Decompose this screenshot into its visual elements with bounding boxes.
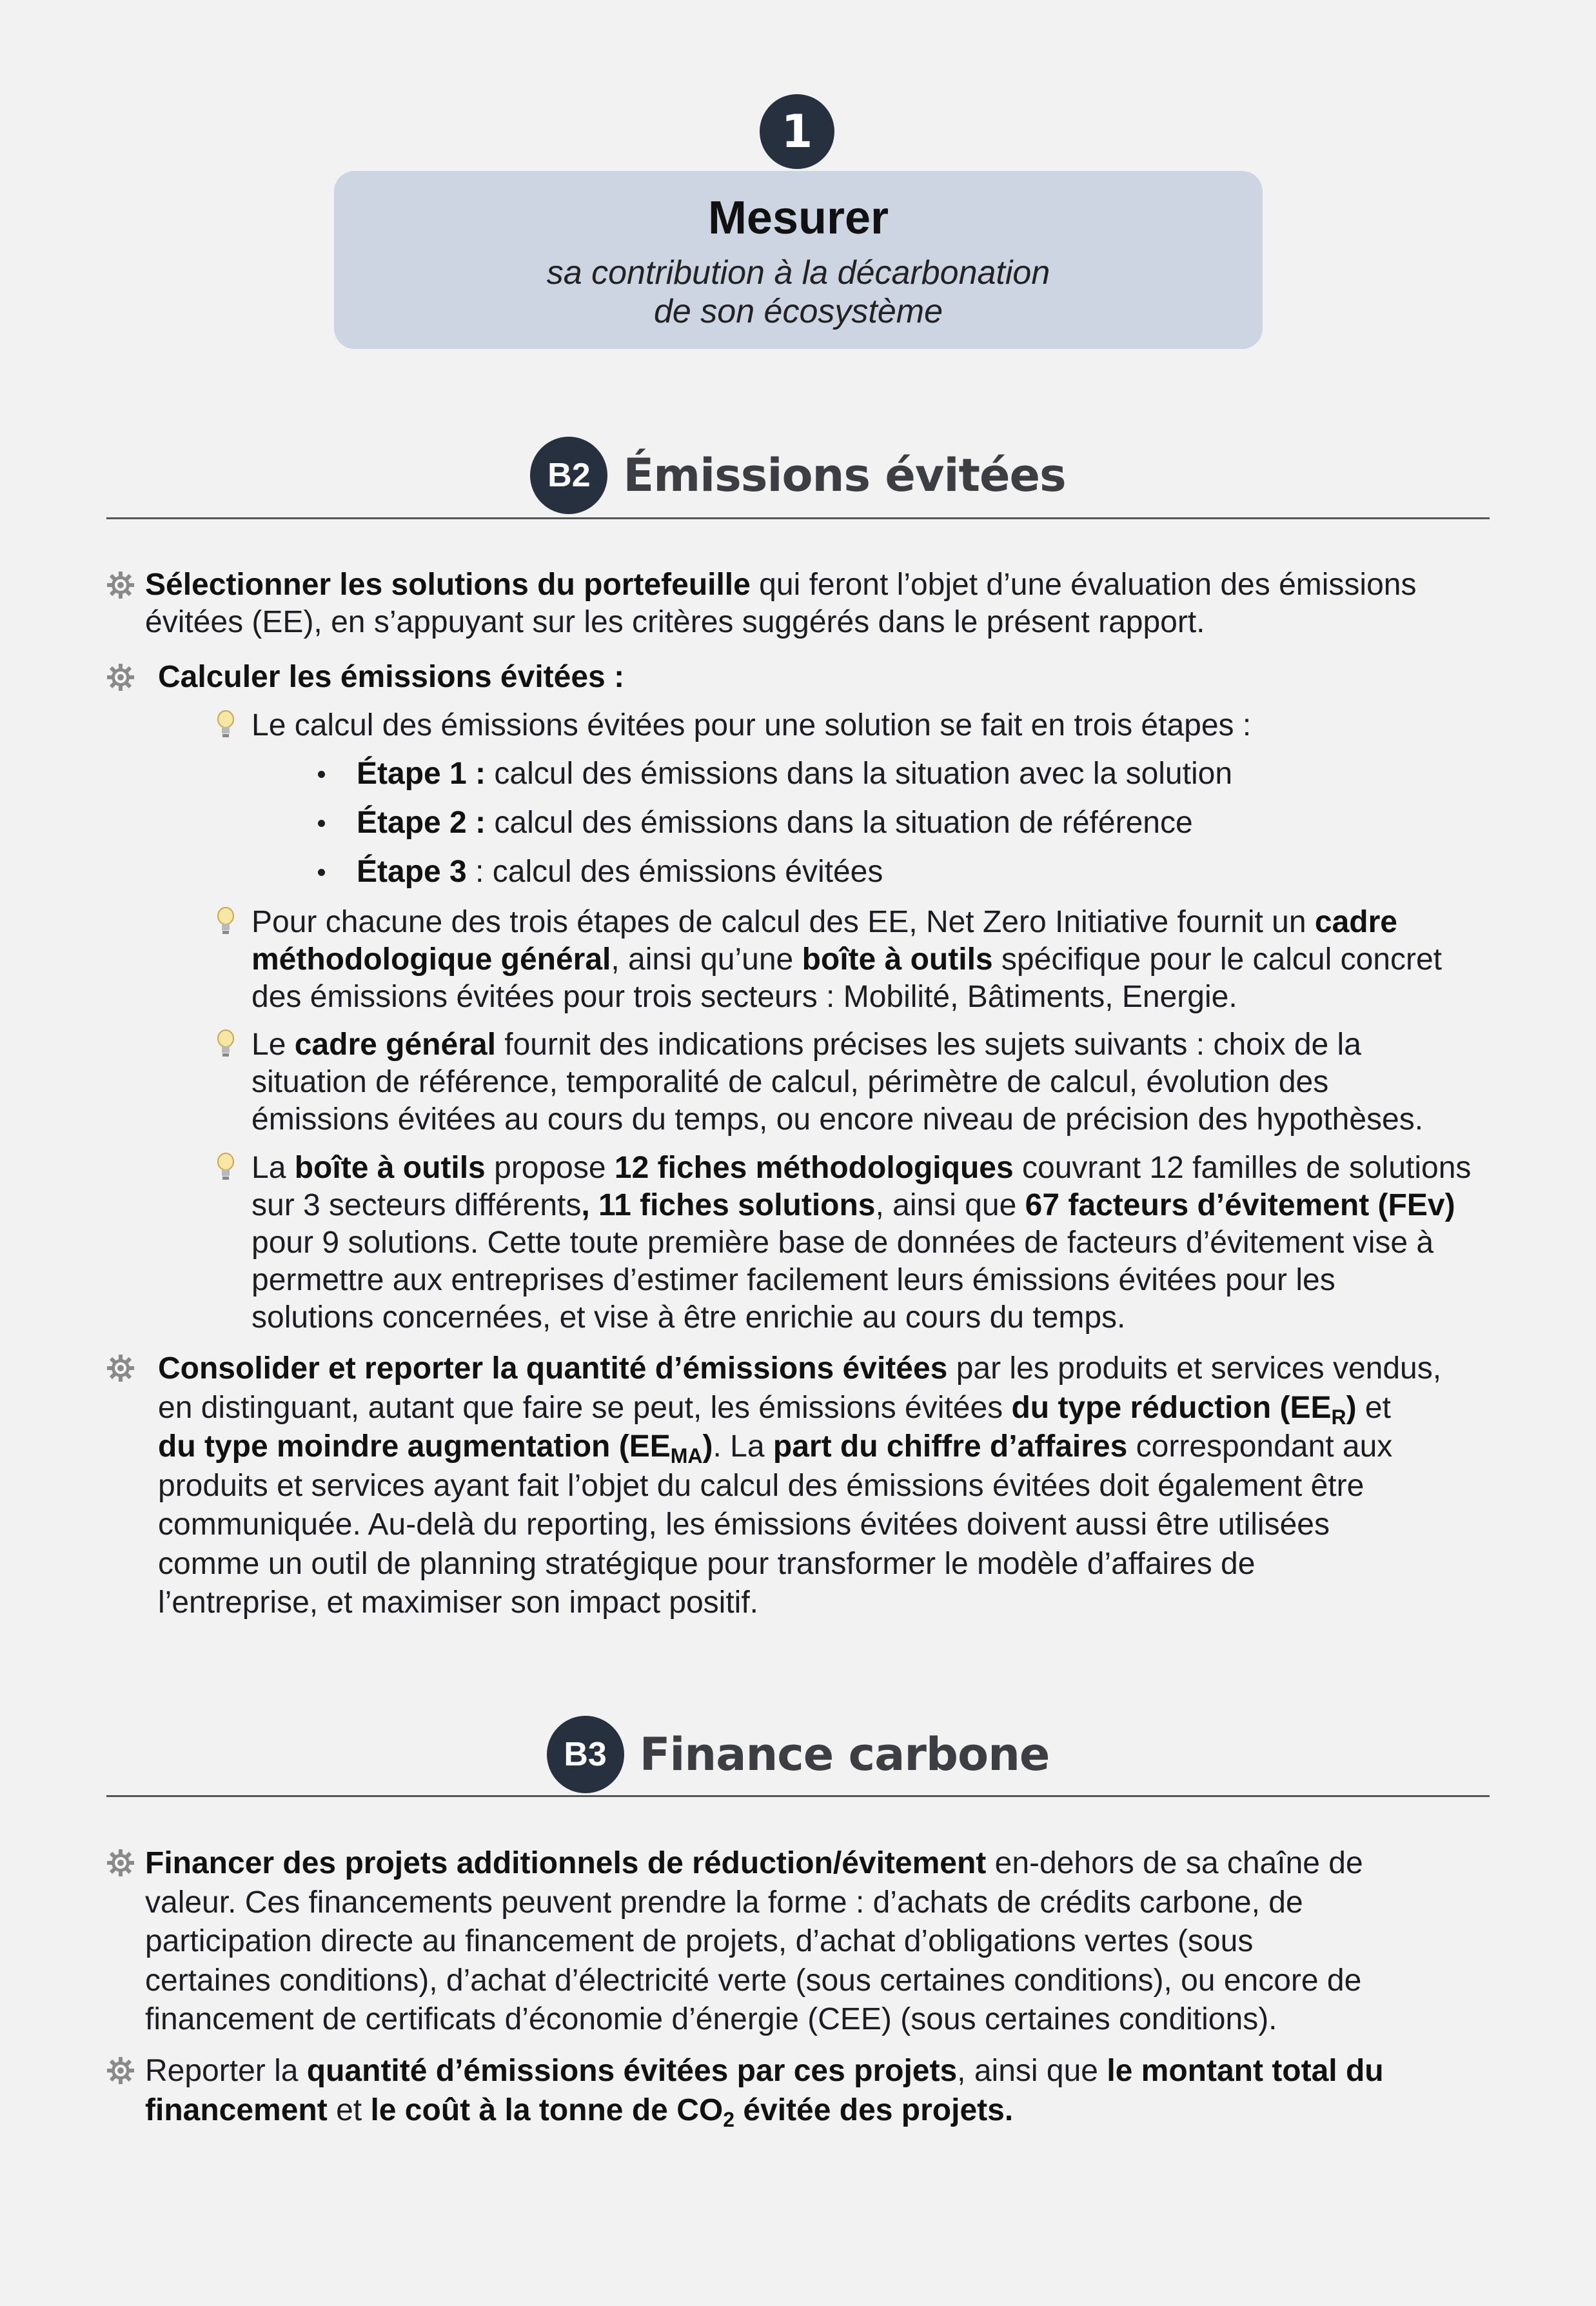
bold <box>158 1429 713 1467</box>
bold: boîte à outils <box>802 942 993 977</box>
step-2-text: calcul des émissions dans la situation de référence <box>486 806 1193 840</box>
text: produits et services ayant fait l’objet du calcul des émissions évitées doit également être <box>158 1468 1364 1503</box>
gear-icon <box>105 1847 136 1878</box>
bold: part du chiffre d’affaires <box>773 1429 1128 1464</box>
text: valeur. Ces financements peuvent prendre la forme : d’achats de crédits carbone, de <box>145 1885 1303 1920</box>
text: ) <box>1346 1390 1357 1425</box>
gear-icon <box>105 1353 136 1384</box>
b2-step-1 <box>357 755 1232 793</box>
bold: boîte à outils <box>294 1151 486 1185</box>
step-bullet <box>318 820 325 827</box>
step-3-label: Étape 3 <box>357 855 467 889</box>
text: en distinguant, autant que faire se peut, les émissions évitées <box>158 1390 1012 1425</box>
step-number: 1 <box>781 105 813 158</box>
text: communiquée. Au-delà du reporting, les émissions évitées doivent aussi être utilisées <box>158 1507 1330 1542</box>
step-bullet <box>318 771 325 778</box>
text: couvrant 12 familles de solutions <box>1013 1151 1472 1185</box>
text: des émissions évitées pour trois secteurs : Mobilité, Bâtiments, Energie. <box>251 980 1237 1014</box>
section-b2-divider <box>106 517 1490 519</box>
text: solutions concernées, et vise à être enrichie au cours du temps. <box>251 1300 1126 1335</box>
gear-icon <box>105 662 136 693</box>
b2-item-calc-bold: Calculer les émissions évitées : <box>158 660 625 694</box>
step-1-label: Étape 1 : <box>357 757 486 791</box>
bold: cadre général <box>294 1028 496 1062</box>
b2-item-consolidate <box>158 1349 1441 1623</box>
section-b3-heading <box>0 1716 1596 1793</box>
step-3-text: : calcul des émissions évitées <box>466 855 883 889</box>
text: du type moindre augmentation (EE <box>158 1429 671 1464</box>
section-b3-title: Finance carbone <box>639 1728 1050 1781</box>
lightbulb-icon <box>215 1029 237 1059</box>
text: , ainsi que <box>957 2054 1107 2088</box>
bold: le montant total du <box>1107 2054 1384 2088</box>
section-b3-badge: B3 <box>547 1716 624 1793</box>
text: émissions évitées au cours du temps, ou encore niveau de précision des hypothèses. <box>251 1102 1424 1137</box>
bold: 67 facteurs d’évitement (FEv) <box>1025 1188 1455 1222</box>
text: certaines conditions), d’achat d’électricité verte (sous certaines conditions), ou encore de <box>145 1963 1362 1998</box>
b2-item-select-line2: évitées (EE), en s’appuyant sur les critères suggérés dans le présent rapport. <box>145 605 1205 639</box>
section-b2-badge: B2 <box>530 437 607 514</box>
bold <box>370 2092 1014 2131</box>
lightbulb-icon <box>215 906 237 936</box>
lightbulb-icon <box>215 1152 237 1182</box>
text: comme un outil de planning stratégique pour transformer le modèle d’affaires de <box>158 1546 1256 1581</box>
subscript: R <box>1331 1405 1346 1429</box>
text: Reporter la <box>145 2054 307 2088</box>
text: La <box>251 1151 295 1185</box>
bold: Financer des projets additionnels de réduction/évitement <box>145 1846 987 1880</box>
bold: Consolider et reporter la quantité d’émissions évitées <box>158 1351 948 1386</box>
text: en-dehors de sa chaîne de <box>986 1846 1363 1880</box>
text: l’entreprise, et maximiser son impact positif. <box>158 1585 758 1620</box>
step-2-label: Étape 2 : <box>357 806 486 840</box>
text: évitée des projets. <box>734 2092 1014 2127</box>
text: ) <box>702 1429 713 1464</box>
section-b2-heading <box>0 437 1596 514</box>
bold: quantité d’émissions évitées par ces projets <box>306 2054 958 2088</box>
text: et <box>1356 1390 1391 1425</box>
b2-item-select-text: qui feront l’objet d’une évaluation des émissions <box>750 568 1417 602</box>
header-box <box>334 171 1263 349</box>
header-title: Mesurer <box>707 192 889 244</box>
lightbulb-icon <box>215 710 237 739</box>
bold: 12 fiches méthodologiques <box>614 1151 1014 1185</box>
text: propose <box>485 1151 615 1185</box>
section-b2-title: Émissions évitées <box>623 449 1066 502</box>
text: par les produits et services vendus, <box>947 1351 1442 1386</box>
b2-item-calc <box>158 659 624 696</box>
b2-item-select-bold: Sélectionner les solutions du portefeuille <box>145 568 751 602</box>
b2-item-select <box>145 566 1416 641</box>
bold: , 11 fiches solutions <box>581 1188 876 1222</box>
bold: financement <box>145 2092 328 2127</box>
text: le coût à la tonne de CO <box>370 2092 724 2127</box>
b2-sub-steps-intro: Le calcul des émissions évitées pour une solution se fait en trois étapes : <box>251 708 1252 742</box>
subscript: MA <box>670 1444 703 1467</box>
b2-sub-general-frame <box>251 1026 1423 1138</box>
bold <box>1011 1390 1357 1429</box>
b2-sub-framework <box>251 904 1442 1016</box>
text: , ainsi que <box>875 1188 1025 1222</box>
gear-icon <box>105 570 136 601</box>
b3-item-report <box>145 2052 1384 2130</box>
text: Pour chacune des trois étapes de calcul des EE, Net Zero Initiative fournit un <box>251 905 1315 939</box>
bold: méthodologique général <box>251 942 611 977</box>
text: participation directe au financement de projets, d’achat d’obligations vertes (sous <box>145 1924 1254 1958</box>
b2-sub-toolbox <box>251 1149 1471 1337</box>
section-b3-divider <box>106 1795 1490 1797</box>
text: du type réduction (EE <box>1011 1390 1332 1425</box>
text: sur 3 secteurs différents <box>251 1188 582 1222</box>
b2-step-2 <box>357 804 1193 842</box>
subscript: 2 <box>723 2107 734 2131</box>
step-bullet <box>318 869 325 876</box>
b3-item-finance <box>145 1844 1363 2040</box>
text: pour 9 solutions. Cette toute première base de données de facteurs d’évitement vise à <box>251 1226 1434 1260</box>
header-subtitle-line1: sa contribution à la décarbonation <box>546 254 1050 292</box>
text: fournit des indications précises les sujets suivants : choix de la <box>495 1028 1361 1062</box>
text: . La <box>713 1429 773 1464</box>
gear-icon <box>105 2055 136 2086</box>
b2-step-3 <box>357 853 883 891</box>
step-number-badge <box>760 94 834 169</box>
text: situation de référence, temporalité de calcul, périmètre de calcul, évolution des <box>251 1065 1329 1099</box>
text: permettre aux entreprises d’estimer facilement leurs émissions évitées pour les <box>251 1263 1335 1297</box>
text: et <box>327 2092 371 2127</box>
step-1-text: calcul des émissions dans la situation avec la solution <box>486 757 1233 791</box>
text: correspondant aux <box>1127 1429 1393 1464</box>
text: , ainsi qu’une <box>611 942 802 977</box>
header-subtitle-line2: de son écosystème <box>653 293 943 330</box>
bold: cadre <box>1314 905 1397 939</box>
text: financement de certificats d’économie d’énergie (CEE) (sous certaines conditions). <box>145 2002 1277 2036</box>
text: spécifique pour le calcul concret <box>992 942 1442 977</box>
text: Le <box>251 1028 295 1062</box>
